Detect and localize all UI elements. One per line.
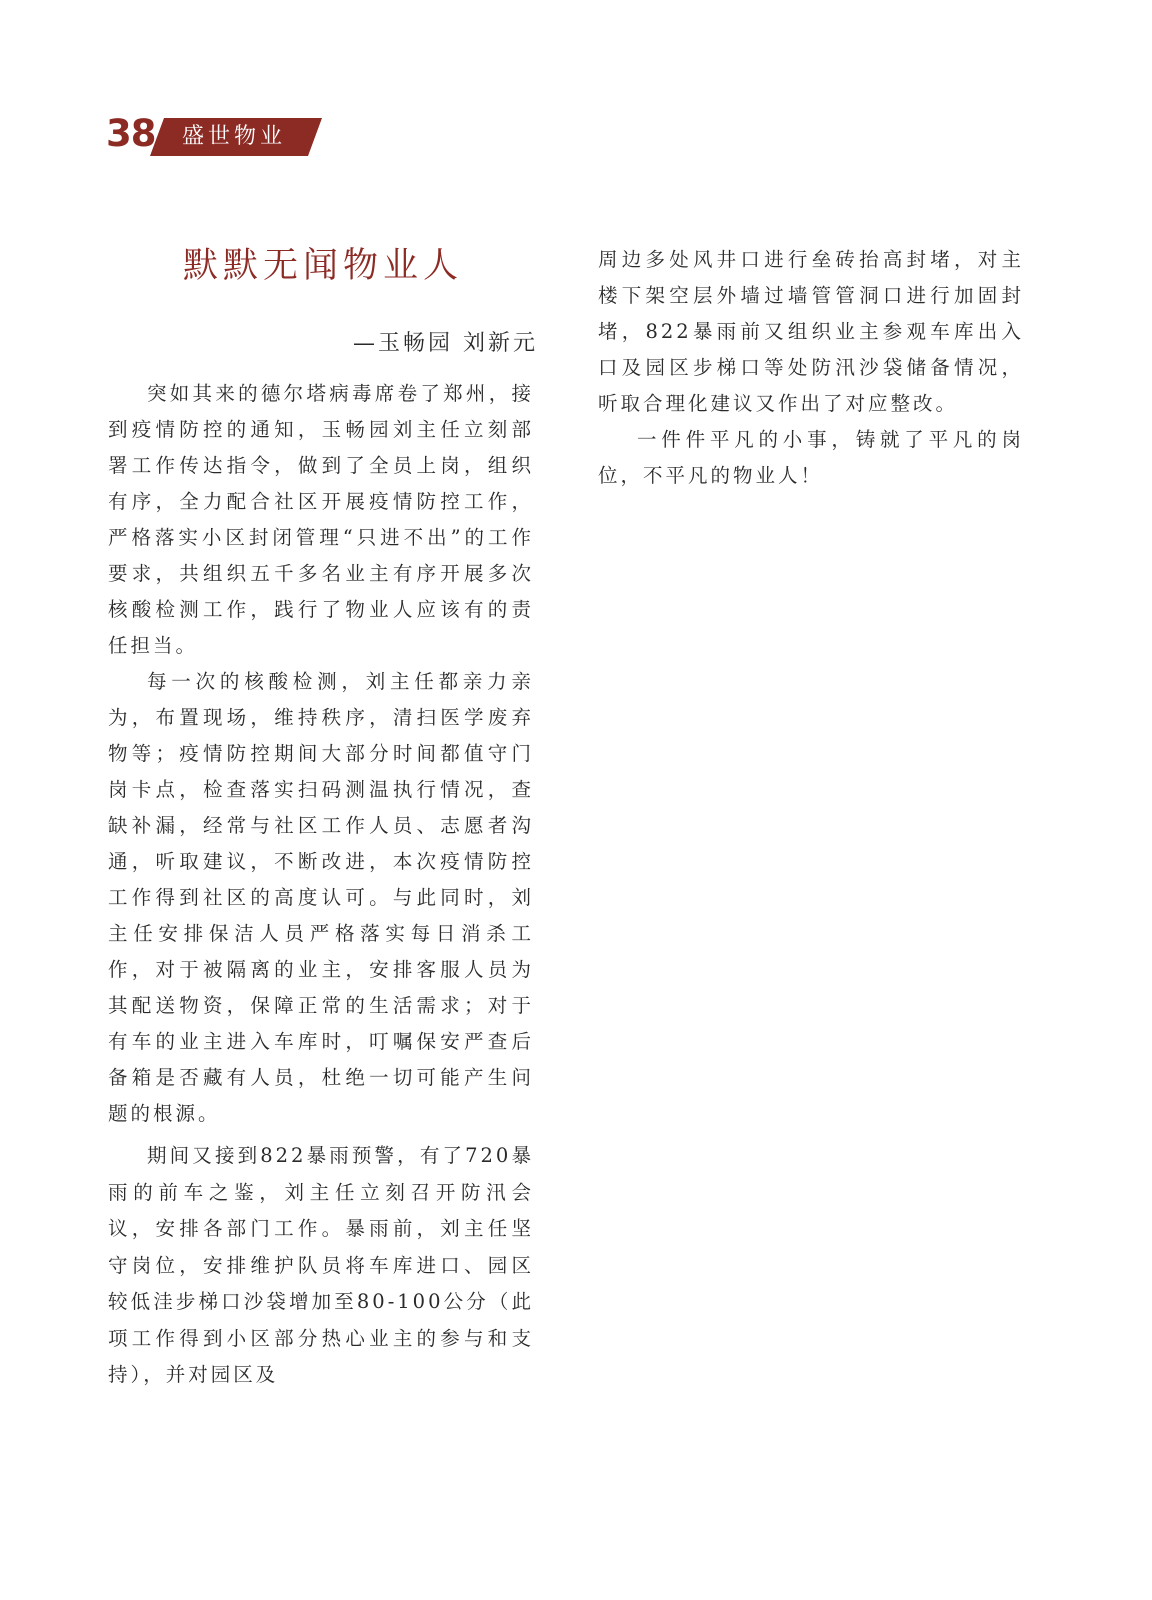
paragraph: 突如其来的德尔塔病毒席卷了郑州，接到疫情防控的通知，玉畅园刘主任立刻部署工作传达指令，做到了全员上岗，组织有序，全力配合社区开展疫情防控工作，严格落实小区封闭管理“只进不出”的工作要求，共组织五千多名业主有序开展多次核酸检测工作，践行了物业人应该有的责任担当。 — [108, 382, 534, 657]
paragraph: 一件件平凡的小事，铸就了平凡的岗位，不平凡的物业人！ — [598, 428, 1024, 487]
article-title: 默默无闻物业人 — [182, 246, 463, 286]
article-byline: —玉畅园 刘新元 — [353, 331, 538, 356]
right-column — [598, 242, 1024, 494]
page-number: 38 — [106, 112, 156, 155]
left-column — [108, 376, 534, 1394]
paragraph-continued: 周边多处风井口进行垒砖抬高封堵，对主楼下架空层外墙过墙管管洞口进行加固封堵，822暴雨前又组织业主参观车库出入口及园区步梯口等处防汛沙袋储备情况，听取合理化建议又作出了对应整改。 — [598, 248, 1024, 415]
paragraph: 期间又接到822暴雨预警，有了720暴雨的前车之鉴，刘主任立刻召开防汛会议，安排各部门工作。暴雨前，刘主任坚守岗位，安排维护队员将车库进口、园区较低洼步梯口沙袋增加至80-100公分（此项工作得到小区部分热心业主的参与和支持），并对园区及 — [108, 1144, 534, 1386]
section-label: 盛世物业 — [182, 124, 287, 149]
paragraph: 每一次的核酸检测，刘主任都亲力亲为，布置现场，维持秩序，清扫医学废弃物等；疫情防控期间大部分时间都值守门岗卡点，检查落实扫码测温执行情况，查缺补漏，经常与社区工作人员、志愿者沟通，听取建议，不断改进，本次疫情防控工作得到社区的高度认可。与此同时，刘主任安排保洁人员严格落实每日消杀工作，对于被隔离的业主，安排客服人员为其配送物资，保障正常的生活需求；对于有车的业主进入车库时，叮嘱保安严查后备箱是否藏有人员，杜绝一切可能产生问题的根源。 — [108, 670, 534, 1125]
